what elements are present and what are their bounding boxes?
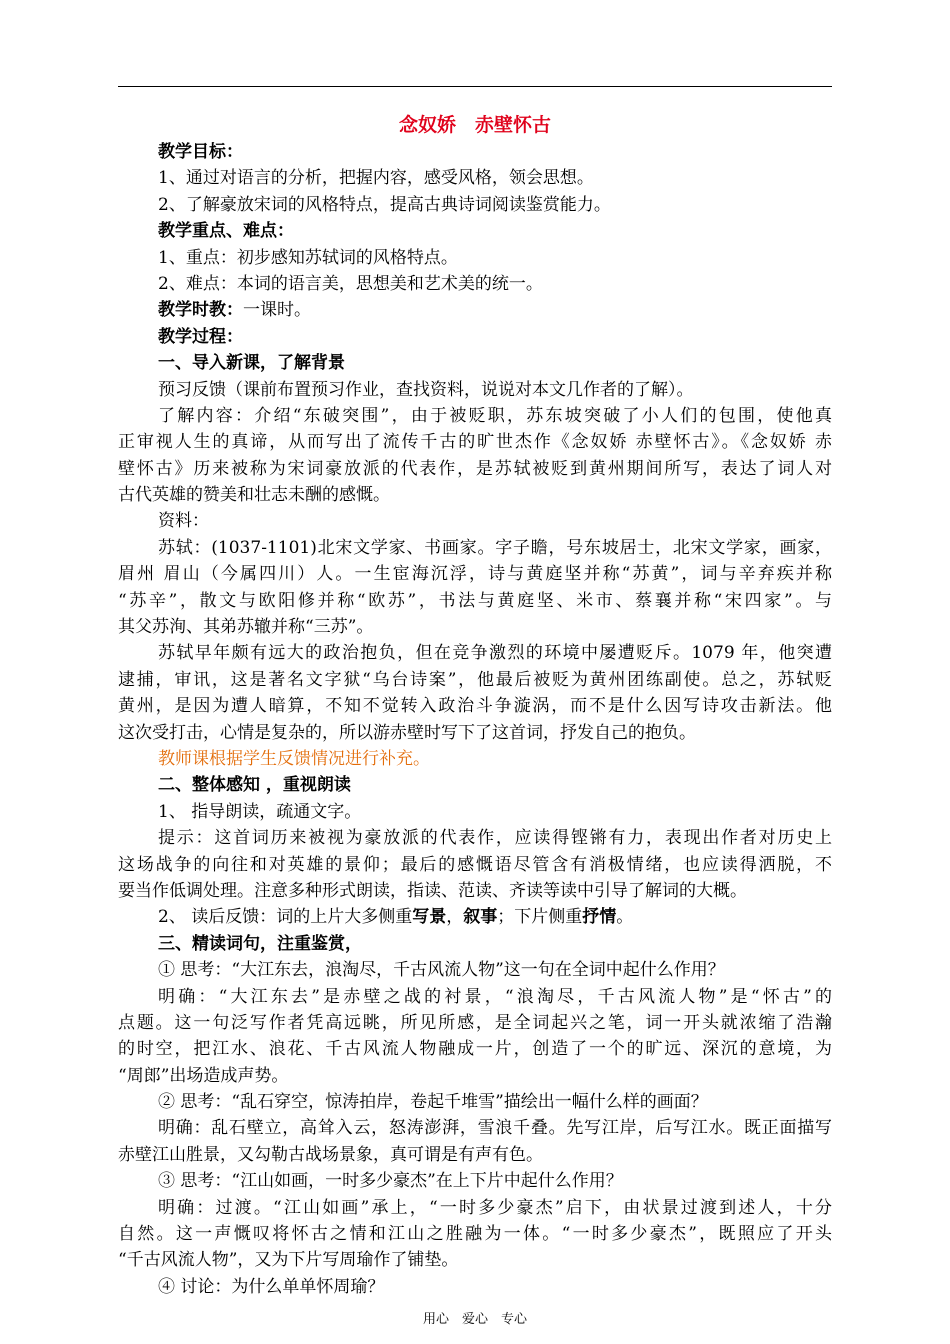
text-span: ，: [446, 907, 464, 928]
text-line: 这次受打击，心情是复杂的，所以游赤壁时写下了这首词，抒发自己的抱负。: [118, 722, 696, 743]
text-span: 。: [616, 907, 634, 928]
text-line: 黄州，是因为遭人暗算，不知不觉转入政治斗争漩涡，而不是什么因写诗攻击新法。他: [118, 696, 832, 717]
text-line: 苏轼：(1037-1101)北宋文学家、书画家。字子瞻，号东坡居士，北宋文学家，画家，: [158, 537, 832, 558]
text-line: 明确：“大江东去”是赤壁之战的衬景，“浪淘尽，千古风流人物”是“怀古”的: [158, 986, 832, 1007]
text-span: ；下片侧重: [497, 907, 583, 928]
text-line: 资料：: [158, 511, 209, 532]
text-line: 教学过程：: [158, 326, 243, 347]
text-line: 正审视人生的真谛，从而写出了流传千古的旷世杰作《念奴娇 赤壁怀古》。《念奴娇 赤: [118, 432, 832, 453]
text-line: 三、精读词句，注重鉴赏，: [158, 933, 362, 954]
text-line: 要当作低调处理。注意多种形式朗读，指读、范读、齐读等读中引导了解词的大概。: [118, 880, 747, 901]
text-span: 2、 读后反馈：词的上片大多侧重: [158, 907, 413, 928]
header-rule: [118, 86, 832, 87]
text-line: 教学目标：: [158, 142, 243, 162]
text-line: 教学重点、难点：: [158, 221, 294, 242]
text-line: 自然。这一声慨叹将怀古之情和江山之胜融为一体。“一时多少豪杰”，既照应了开头: [118, 1224, 832, 1245]
text-line: 眉州 眉山（今属四川）人。一生宦海沉浮，诗与黄庭坚并称“苏黄”，词与辛弃疾并称: [118, 564, 832, 585]
text-line: 这场战争的向往和对英雄的景仰；最后的感慨语尽管含有消极情绪，也应读得洒脱，不: [118, 854, 832, 875]
text-line: [118, 904, 832, 930]
text-line: ② 思考：“乱石穿空，惊涛拍岸，卷起千堆雪”描绘出一幅什么样的画面？: [158, 1092, 708, 1113]
document-title: 念奴娇 赤壁怀古: [398, 114, 551, 136]
text-line: 苏轼早年颇有远大的政治抱负，但在竞争激烈的环境中屡遭贬斥。1079 年，他突遭: [158, 643, 832, 664]
text-line: 明确：乱石壁立，高耸入云，怒涛澎湃，雪浪千叠。先写江岸，后写江水。既正面描写: [158, 1118, 832, 1139]
text-span: 教学时教：: [158, 300, 243, 321]
text-line: “苏辛”，散文与欧阳修并称“欧苏”，书法与黄庭坚、米市、蔡襄并称“宋四家”。与: [118, 590, 832, 611]
text-line: 明确：过渡。“江山如画”承上，“一时多少豪杰”启下，由状景过渡到述人，十分: [158, 1197, 832, 1218]
text-line: 其父苏洵、其弟苏辙并称“三苏”。: [118, 617, 374, 638]
text-line: 2、难点：本词的语言美，思想美和艺术美的统一。: [158, 273, 543, 294]
text-line: 壁怀古》历来被称为宋词豪放派的代表作，是苏轼被贬到黄州期间所写，表达了词人对: [118, 458, 832, 479]
text-line: 1、通过对语言的分析，把握内容，感受风格，领会思想。: [158, 168, 594, 189]
text-line: 古代英雄的赞美和壮志未酬的感慨。: [118, 485, 390, 506]
text-span: 写景: [412, 907, 447, 928]
text-line: “千古风流人物”，又为下片写周瑜作了铺垫。: [118, 1250, 459, 1271]
text-line: 点题。这一句泛写作者凭高远眺，所见所感，是全词起兴之笔，词一开头就浓缩了浩瀚: [118, 1012, 832, 1033]
text-line: 的时空，把江水、浪花、千古风流人物融成一片，创造了一个的旷远、深沉的意境，为: [118, 1039, 832, 1060]
text-line: [118, 297, 832, 323]
text-span: 抒情: [582, 907, 617, 928]
text-line: 赤壁江山胜景，又勾勒古战场景象，真可谓是有声有色。: [118, 1144, 543, 1165]
text-line: 一、导入新课，了解背景: [158, 353, 345, 374]
page-footer: 用心 爱心 专心: [422, 1312, 527, 1327]
text-line: 1、重点：初步感知苏轼词的风格特点。: [158, 247, 458, 268]
document-body: [118, 139, 832, 1300]
text-line: 教师课根据学生反馈情况进行补充。: [158, 748, 430, 769]
text-line: 二、整体感知 ，重视朗读: [158, 775, 351, 796]
text-line: ① 思考：“大江东去，浪淘尽，千古风流人物”这一句在全词中起什么作用？: [158, 960, 725, 981]
text-line: ④ 讨论：为什么单单怀周瑜？: [158, 1276, 385, 1297]
text-span: 叙事: [463, 907, 498, 928]
text-line: 了解内容：介绍“东破突围”，由于被贬职，苏东坡突破了小人们的包围，使他真: [158, 405, 832, 426]
text-line: “周郎”出场造成声势。: [118, 1065, 289, 1086]
text-span: 一课时。: [243, 300, 311, 321]
text-line: ③ 思考：“江山如画，一时多少豪杰”在上下片中起什么作用？: [158, 1171, 623, 1192]
text-line: 逮捕，审讯，这是著名文字狱“乌台诗案”，他最后被贬为黄州团练副使。总之，苏轼贬: [118, 669, 832, 690]
text-line: 1、 指导朗读，疏通文字。: [158, 801, 362, 822]
text-line: 2、了解豪放宋词的风格特点，提高古典诗词阅读鉴赏能力。: [158, 194, 611, 215]
text-line: 预习反馈（课前布置预习作业，查找资料，说说对本文几作者的了解）。: [158, 379, 694, 400]
text-line: 提示：这首词历来被视为豪放派的代表作，应读得铿锵有力，表现出作者对历史上: [158, 828, 832, 849]
